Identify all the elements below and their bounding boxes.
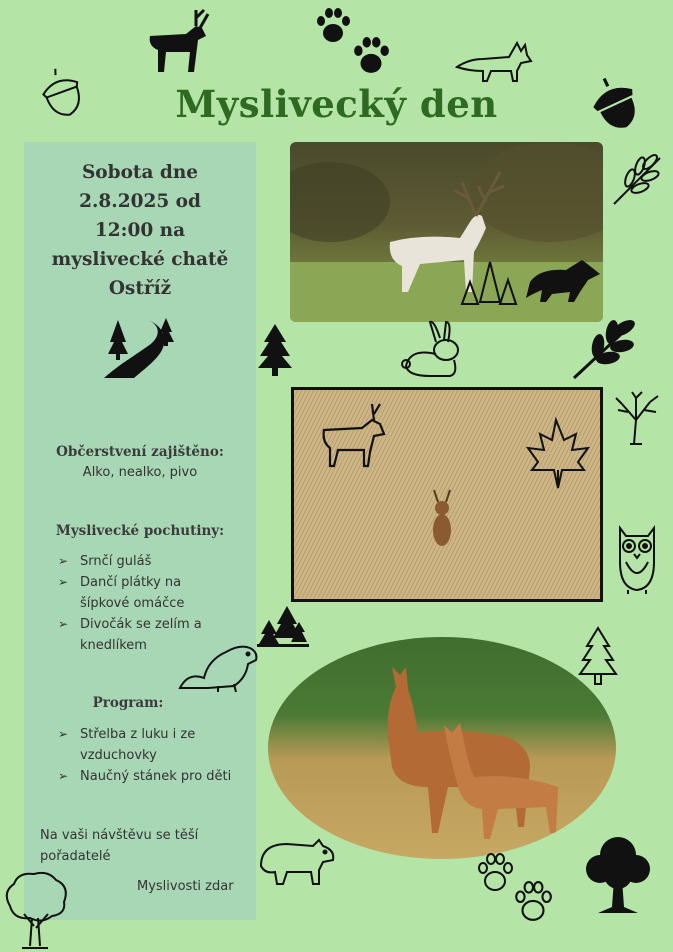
tree-icon: [256, 322, 294, 376]
big-tree-icon: [584, 835, 652, 915]
refreshments-text: Alko, nealko, pivo: [82, 465, 198, 480]
acorn-icon: [34, 66, 90, 120]
acorn-icon: [585, 74, 645, 132]
list-item: ➢ Srnčí guláš: [58, 551, 248, 572]
tree-icon: [577, 626, 619, 688]
trees-icon: [257, 604, 309, 650]
closing-text: Na vaši návštěvu se těší pořadatelé: [40, 828, 199, 864]
event-date-time-place: [24, 158, 256, 303]
arrow-icon: ➢: [58, 727, 69, 741]
list-item: ➢ Střelba z luku i ze vzduchovky: [58, 724, 248, 766]
food-heading: Myslivecké pochutiny:: [55, 523, 225, 539]
oak-tree-icon: [2, 870, 70, 950]
paw-icon: [315, 7, 351, 45]
fox-icon: [455, 37, 533, 83]
oak-tree-icon: [612, 390, 662, 446]
program-heading: Program:: [92, 695, 164, 711]
arrow-icon: ➢: [58, 554, 69, 568]
paw-icon: [477, 853, 513, 893]
refreshments-heading: Občerstvení zajištěno:: [56, 444, 224, 460]
beaver-icon: [178, 638, 260, 694]
bear-icon: [257, 836, 337, 888]
date-line: Sobota dne: [81, 162, 199, 183]
white-stag-photo: [290, 142, 603, 322]
list-item: ➢ Dančí plátky na šípkové omáčce: [58, 572, 248, 614]
leaf-branch-icon: [572, 318, 640, 380]
arrow-icon: ➢: [58, 575, 69, 589]
path-icon: [100, 316, 180, 382]
doe-and-fawn-photo: [268, 637, 616, 859]
owl-icon: [614, 522, 660, 594]
date-line: 2.8.2025 od: [79, 191, 201, 212]
paw-icon: [514, 881, 552, 923]
deer-icon: [146, 6, 212, 74]
arrow-icon: ➢: [58, 617, 69, 631]
page-title: Myslivecký den: [175, 82, 498, 126]
paw-icon: [352, 36, 390, 76]
date-line: 12:00 na: [94, 220, 186, 241]
date-line: Ostříž: [108, 278, 172, 299]
arrow-icon: ➢: [58, 769, 69, 783]
leaf-branch-icon: [610, 152, 666, 208]
rabbit-icon: [400, 318, 468, 380]
deer-in-field-photo: [291, 387, 603, 602]
date-line: myslivecké chatě: [51, 249, 229, 270]
list-item: ➢ Naučný stánek pro děti: [58, 766, 248, 787]
signature: Myslivosti zdar: [137, 879, 234, 894]
program-list: [58, 724, 248, 787]
list-item: ➢ Divočák se zelím a knedlíkem: [58, 614, 248, 656]
